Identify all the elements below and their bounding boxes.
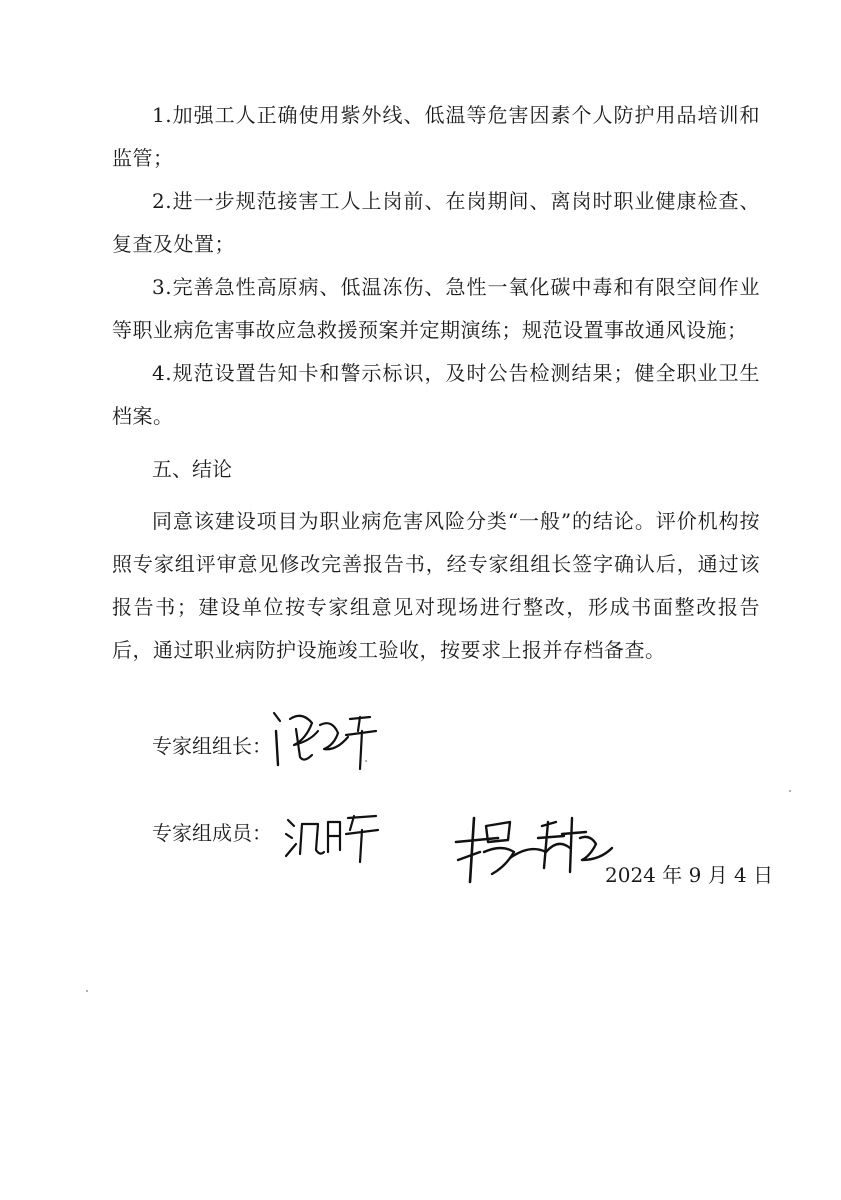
scan-speck bbox=[365, 760, 367, 762]
members-label: 专家组成员： bbox=[152, 821, 272, 845]
member-1-signature bbox=[284, 812, 380, 866]
conclusion-heading: 五、结论 bbox=[152, 457, 232, 481]
document-date: 2024 年 9 月 4 日 bbox=[605, 863, 774, 887]
leader-signature bbox=[266, 705, 386, 775]
scan-speck bbox=[86, 990, 88, 992]
measure-item-1: 1.加强工人正确使用紫外线、低温等危害因素个人防护用品培训和监管； bbox=[112, 103, 760, 170]
measure-item-2: 2.进一步规范接害工人上岗前、在岗期间、离岗时职业健康检查、复查及处置； bbox=[112, 189, 760, 256]
measure-item-3: 3.完善急性高原病、低温冻伤、急性一氧化碳中毒和有限空间作业等职业病危害事故应急救援预案并定期演练；规范设置事故通风设施； bbox=[112, 275, 760, 342]
measure-item-4: 4.规范设置告知卡和警示标识，及时公告检测结果；健全职业卫生档案。 bbox=[112, 361, 760, 428]
conclusion-text: 同意该建设项目为职业病危害风险分类“一般”的结论。评价机构按照专家组评审意见修改完善报告书，经专家组组长签字确认后，通过该报告书；建设单位按专家组意见对现场进行整改，形成书面整改报告后，通过职业病防护设施竣工验收，按要求上报并存档备查。 bbox=[112, 509, 760, 662]
leader-label: 专家组组长： bbox=[152, 734, 272, 758]
member-2-signature bbox=[450, 808, 620, 888]
scan-speck bbox=[789, 790, 791, 792]
